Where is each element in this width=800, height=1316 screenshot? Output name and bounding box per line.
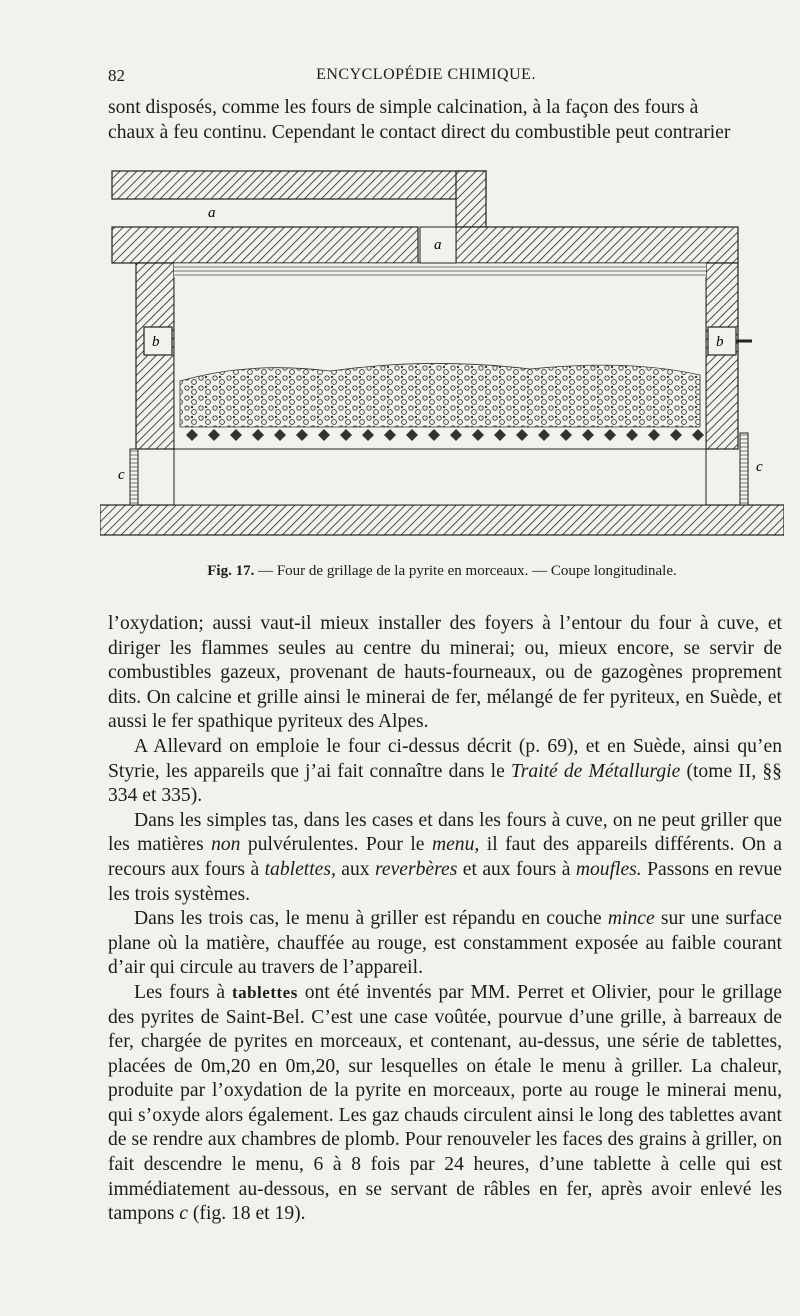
furnace-diagram [100,165,784,545]
plug-c-left [130,449,138,505]
vault-wall [456,227,738,263]
paragraph: Dans les trois cas, le menu à griller est répandu en couche mince sur une surface plane où la matière, chauffée au rouge, est constamment exposée au faible courant d’air qui circule au travers de l’appareil. [108,908,783,979]
upper-flue-wall [112,171,486,199]
ore-charge [180,363,700,427]
label-b-right: b [716,334,724,350]
running-title: ENCYCLOPÉDIE CHIMIQUE. [316,66,536,83]
body-text [108,612,782,1227]
figure-caption [100,563,784,580]
label-b-left: b [152,334,160,350]
furnace-figure [100,165,784,545]
caption-number: Fig. 17. [207,563,255,579]
ground-slab [100,505,784,535]
label-a-upper: a [208,205,216,221]
label-a-center: a [434,237,442,253]
paragraph: A Allevard on emploie le four ci-dessus décrit (p. 69), et en Suède, ainsi qu’en Styrie, les appareils que j’ai fait connaître dans le Traité de Métallurgie (tome II, §§ 334 et 335). [108,735,782,807]
plug-c-right [740,433,748,505]
lower-flue-wall [112,227,418,263]
page-header [108,66,744,92]
label-c-right: c [756,459,763,475]
page-number: 82 [108,66,125,85]
left-wall [136,263,174,449]
paragraph: l’oxydation; aussi vaut-il mieux installer des foyers à l’entour du four à cuve, et diriger les flammes seules au centre du minerai; ou, mieux encore, se servir de combustibles gazeux, provenant de hauts-fourneaux, ou de gazogènes proprement dits. On calcine et grille ainsi le minerai de fer, mélangé de fer pyriteux, en Suède, et aussi le fer spathique pyriteux des Alpes. [108,613,782,733]
paragraph: Dans les simples tas, dans les cases et dans les fours à cuve, on ne peut griller que les matières non pulvérulentes. Pour le menu, il faut des appareils différents. On a recours aux fours à tablettes, aux reverbères et aux fours à moufles. Passons en revue les trois systèmes. [108,809,783,905]
caption-text: — Four de grillage de la pyrite en morceaux. — Coupe longitudinale. [258,563,677,579]
text-line: sont disposés, comme les fours de simple calcination, à la façon des fours à [108,97,699,118]
right-wall [706,263,738,449]
label-c-left: c [118,467,125,483]
top-paragraph [108,96,782,145]
text-line: chaux à feu continu. Cependant le contact direct du combustible peut contrarier [108,121,731,143]
paragraph: Les fours à tablettes ont été inventés par MM. Perret et Olivier, pour le grillage des pyrites de Saint-Bel. C’est une case voûtée, pourvue d’une grille, à barreaux de fer, chargée de pyrites en morceaux, et contenant, au-dessus, une série de tablettes, placées de 0m,20 en 0m,20, sur lesquelles on étale le menu à griller. La chaleur, produite par l’oxydation de la pyrite en morceaux, porte au rouge le minerai menu, qui s’oxyde alors également. Les gaz chauds circulent ainsi le long des tablettes avant de se rendre aux chambres de plomb. Pour renouveler les faces des grains à griller, on fait descendre le menu, 6 à 8 fois par 24 heures, d’une tablette à celle qui est immédiatement au-dessous, en se servant de râbles en fer, après avoir enlevé les tampons c (fig. 18 et 19). [108,981,782,1225]
